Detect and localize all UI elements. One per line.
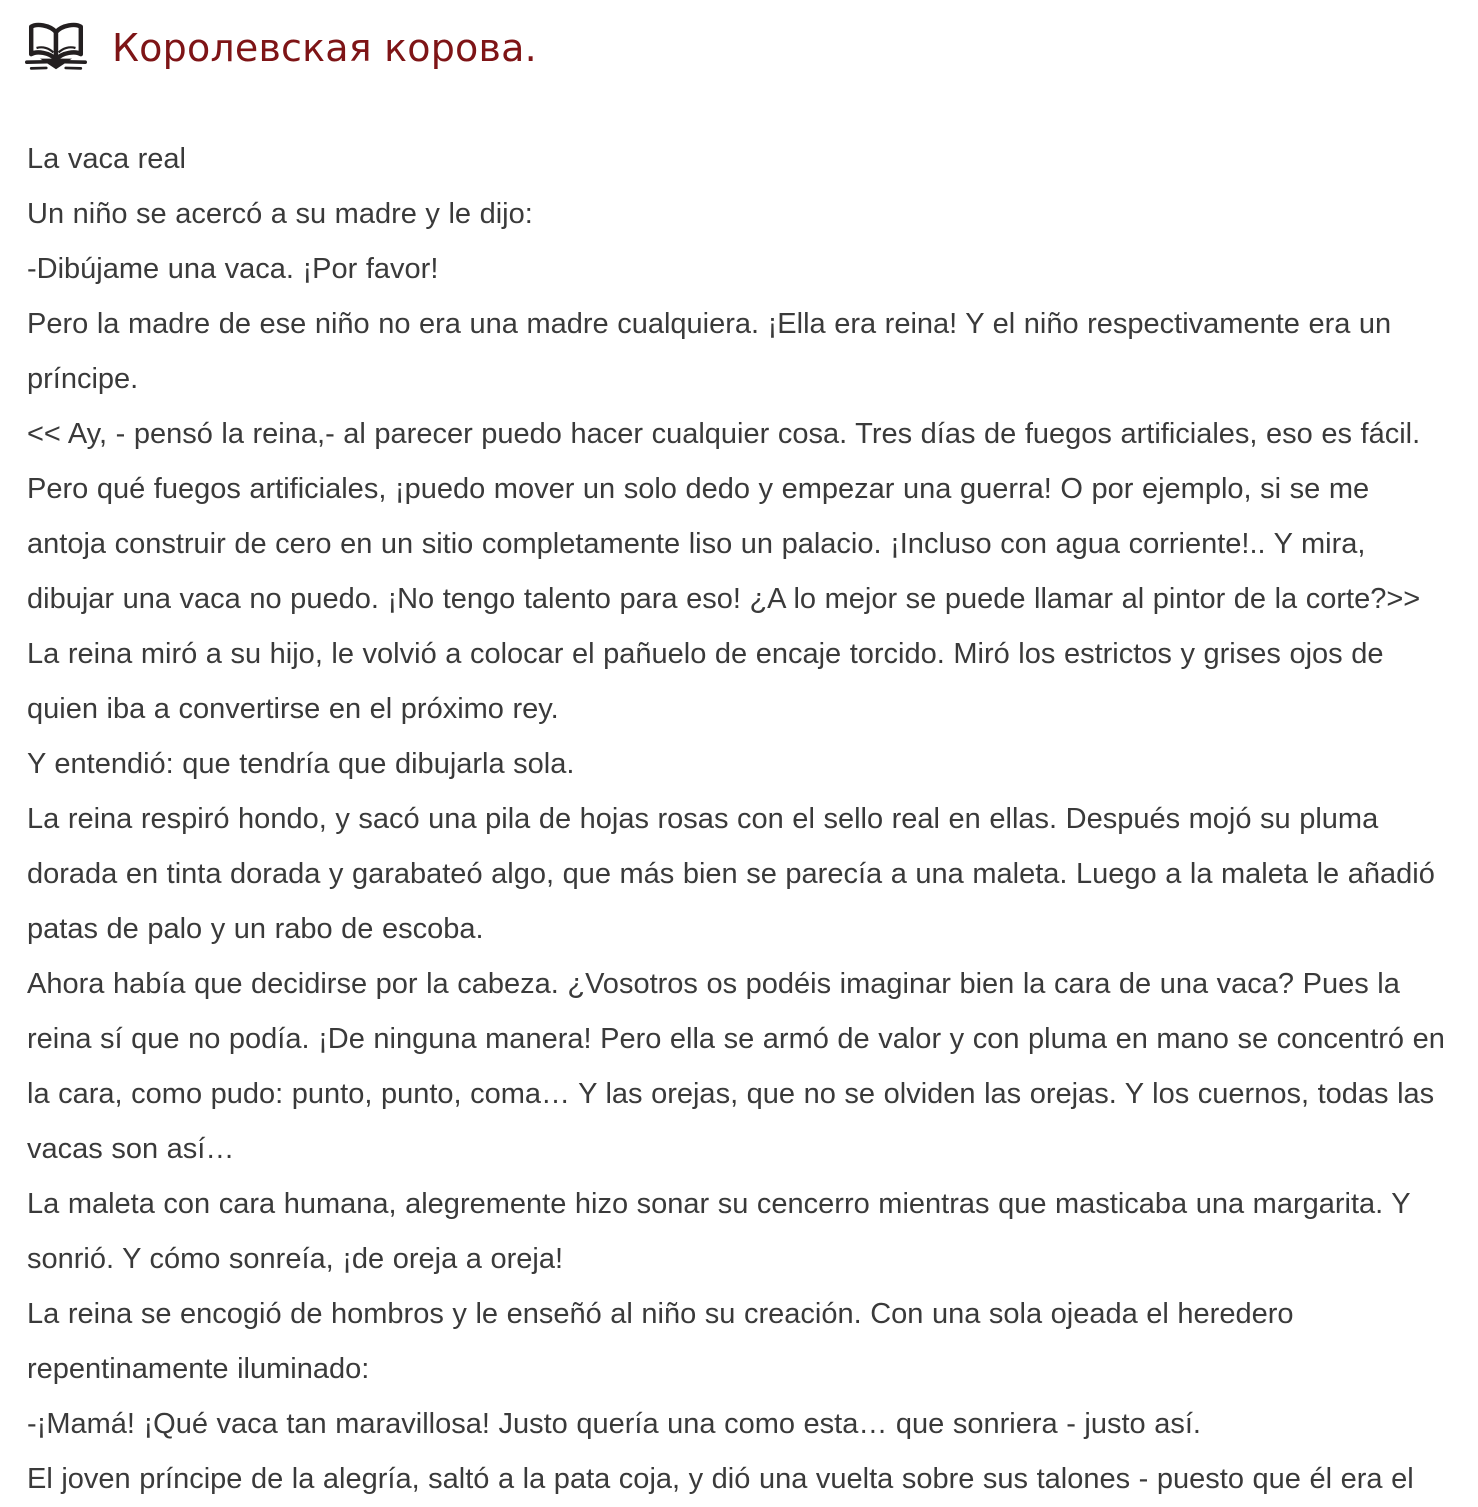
story-paragraph: La vaca real — [27, 132, 1452, 187]
story-paragraph: Y entendió: que tendría que dibujarla sola. — [27, 737, 1452, 792]
page-title: Королевская корова. — [112, 26, 537, 70]
story-paragraph: La reina respiró hondo, y sacó una pila de hojas rosas con el sello real en ellas. Después mojó su pluma dorada en tinta dorada y garabateó algo, que más bien se parecía a una maleta. Luego a la maleta le añadió patas de palo y un rabo de escoba. — [27, 792, 1452, 957]
story-paragraph: Pero la madre de ese niño no era una madre cualquiera. ¡Ella era reina! Y el niño respectivamente era un príncipe. — [27, 297, 1452, 407]
story-paragraph: El joven príncipe de la alegría, saltó a la pata coja, y dió una vuelta sobre sus talones - puesto que él era el — [27, 1452, 1452, 1507]
story-paragraph: << Ay, - pensó la reina,- al parecer puedo hacer cualquier cosa. Tres días de fuegos artificiales, eso es fácil. Pero qué fuegos artificiales, ¡puedo mover un solo dedo y empezar una guerra! O por ejemplo, si se me antoja construir de cero en un sitio completamente liso un palacio. ¡Incluso con agua corriente!.. Y mira, dibujar una vaca no puedo. ¡No tengo talento para eso! ¿A lo mejor se puede llamar al pintor de la corte?>> — [27, 407, 1452, 627]
story-paragraph: La reina miró a su hijo, le volvió a colocar el pañuelo de encaje torcido. Miró los estrictos y grises ojos de quien iba a convertirse en el próximo rey. — [27, 627, 1452, 737]
story-text — [0, 132, 1478, 1507]
story-paragraph: Un niño se acercó a su madre y le dijo: — [27, 187, 1452, 242]
story-paragraph: -¡Mamá! ¡Qué vaca tan maravillosa! Justo quería una como esta… que sonriera - justo así. — [27, 1397, 1452, 1452]
story-paragraph: La maleta con cara humana, alegremente hizo sonar su cencerro mientras que masticaba una margarita. Y sonrió. Y cómo sonreía, ¡de oreja a oreja! — [27, 1177, 1452, 1287]
story-header — [0, 18, 1478, 78]
story-paragraph: La reina se encogió de hombros y le enseñó al niño su creación. Con una sola ojeada el heredero repentinamente iluminado: — [27, 1287, 1452, 1397]
open-book-icon — [25, 19, 87, 77]
story-paragraph: -Dibújame una vaca. ¡Por favor! — [27, 242, 1452, 297]
story-paragraph: Ahora había que decidirse por la cabeza. ¿Vosotros os podéis imaginar bien la cara de una vaca? Pues la reina sí que no podía. ¡De ninguna manera! Pero ella se armó de valor y con pluma en mano se concentró en la cara, como pudo: punto, punto, coma… Y las orejas, que no se olviden las orejas. Y los cuernos, todas las vacas son así… — [27, 957, 1452, 1177]
